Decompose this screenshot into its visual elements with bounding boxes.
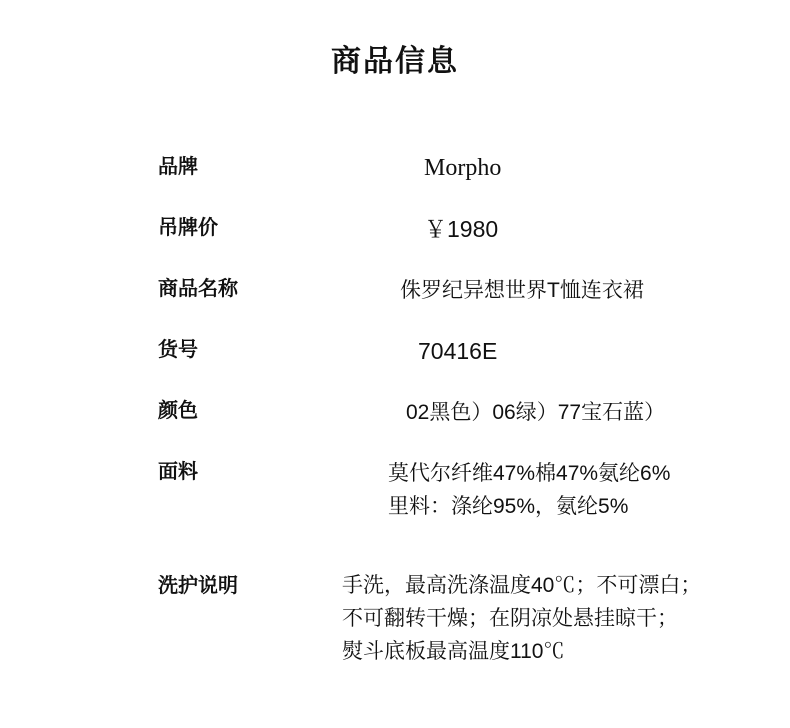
row-label-sku: 货号 (158, 339, 198, 361)
row-value-care-line-3: 熨斗底板最高温度110℃ (342, 640, 565, 663)
row-value-care (160, 569, 790, 668)
table-row-product-name (0, 274, 790, 307)
row-value-sku-line-1: 70416E (418, 338, 498, 364)
spec-table (0, 152, 790, 668)
row-value-fabric-line-1: 莫代尔纤维47%棉47%氨纶6% (388, 462, 671, 485)
table-row-tag-price (0, 213, 790, 246)
row-value-product-name (160, 274, 790, 307)
table-row-brand (0, 152, 790, 185)
row-label-fabric: 面料 (158, 461, 198, 483)
row-value-color (160, 396, 790, 429)
row-value-sku (160, 335, 790, 368)
row-value-brand (160, 152, 790, 185)
row-value-product-name-line-1: 侏罗纪异想世界T恤连衣裙 (400, 279, 644, 302)
row-value-care-line-2: 不可翻转干燥；在阴凉处悬挂晾干； (342, 607, 678, 630)
row-label-product-name: 商品名称 (158, 278, 238, 300)
row-value-care-line-1: 手洗，最高洗涤温度40℃；不可漂白； (342, 574, 702, 597)
row-value-brand-line-1: Morpho (424, 155, 502, 181)
row-value-tag-price-line-1: ￥1980 (424, 216, 499, 242)
table-row-care (0, 569, 790, 668)
page-title: 商品信息 (331, 45, 459, 78)
row-value-fabric (160, 457, 790, 523)
row-value-tag-price (160, 213, 790, 246)
row-label-tag-price: 吊牌价 (158, 217, 218, 239)
table-row-color (0, 396, 790, 429)
row-label-care: 洗护说明 (158, 575, 238, 597)
row-label-brand: 品牌 (158, 156, 198, 178)
row-value-fabric-line-2: 里料：涤纶95%，氨纶5% (388, 495, 629, 518)
table-row-sku (0, 335, 790, 368)
row-label-color: 颜色 (158, 400, 198, 422)
table-row-fabric (0, 457, 790, 523)
row-value-color-line-1: 02黑色）06绿）77宝石蓝） (406, 401, 666, 424)
